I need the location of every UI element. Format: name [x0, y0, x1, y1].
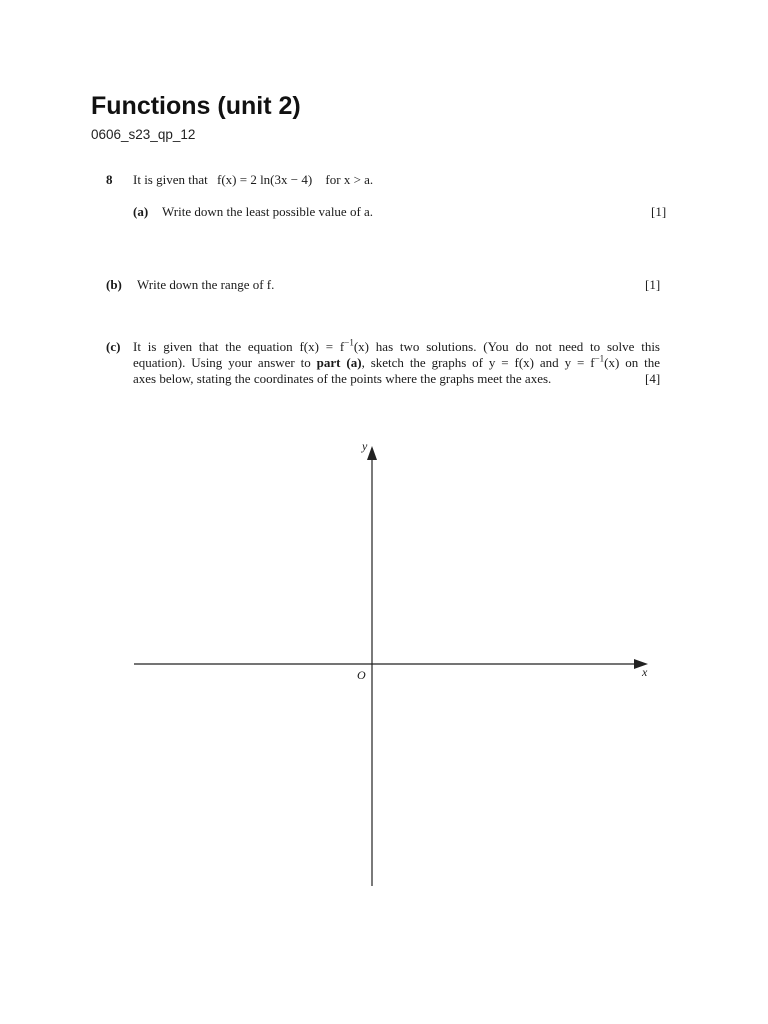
part-a-text: Write down the least possible value of a. [162, 204, 374, 219]
stem-prefix: It is given that [133, 172, 208, 187]
y-axis-label: y [362, 439, 368, 453]
part-a-marks: [1] [651, 204, 667, 219]
x-axis-label: x [642, 665, 648, 679]
y-axis-arrowhead [367, 446, 377, 460]
part-b-marks: [1] [645, 277, 661, 292]
part-b-label: (b) [106, 277, 122, 292]
part-c-line-1: It is given that the equation $f(x) = f^{-1}(x)$ has two solutions. (You do not need to solve this [133, 337, 660, 354]
part-c-line-2: equation). Using your answer to part (a), sketch the graphs of y = f(x) and $y = f^{-1}(x)$ on the [133, 353, 660, 370]
part-a-label: (a) [133, 204, 149, 219]
part-c-line-3: axes below, stating the coordinates of the points where the graphs meet the axes. [133, 371, 552, 386]
stem-domain: for x > a. [325, 172, 374, 187]
part-b-text: Write down the range of f. [137, 277, 275, 292]
part-c-marks: [4] [645, 371, 661, 386]
origin-label: O [357, 668, 366, 682]
stem-function: f(x) = 2 ln(3x − 4) [217, 172, 313, 187]
paper-code: 0606_s23_qp_12 [91, 127, 196, 142]
page-title: Functions (unit 2) [91, 92, 301, 120]
part-c-label: (c) [106, 339, 121, 354]
question-number: 8 [106, 172, 113, 187]
